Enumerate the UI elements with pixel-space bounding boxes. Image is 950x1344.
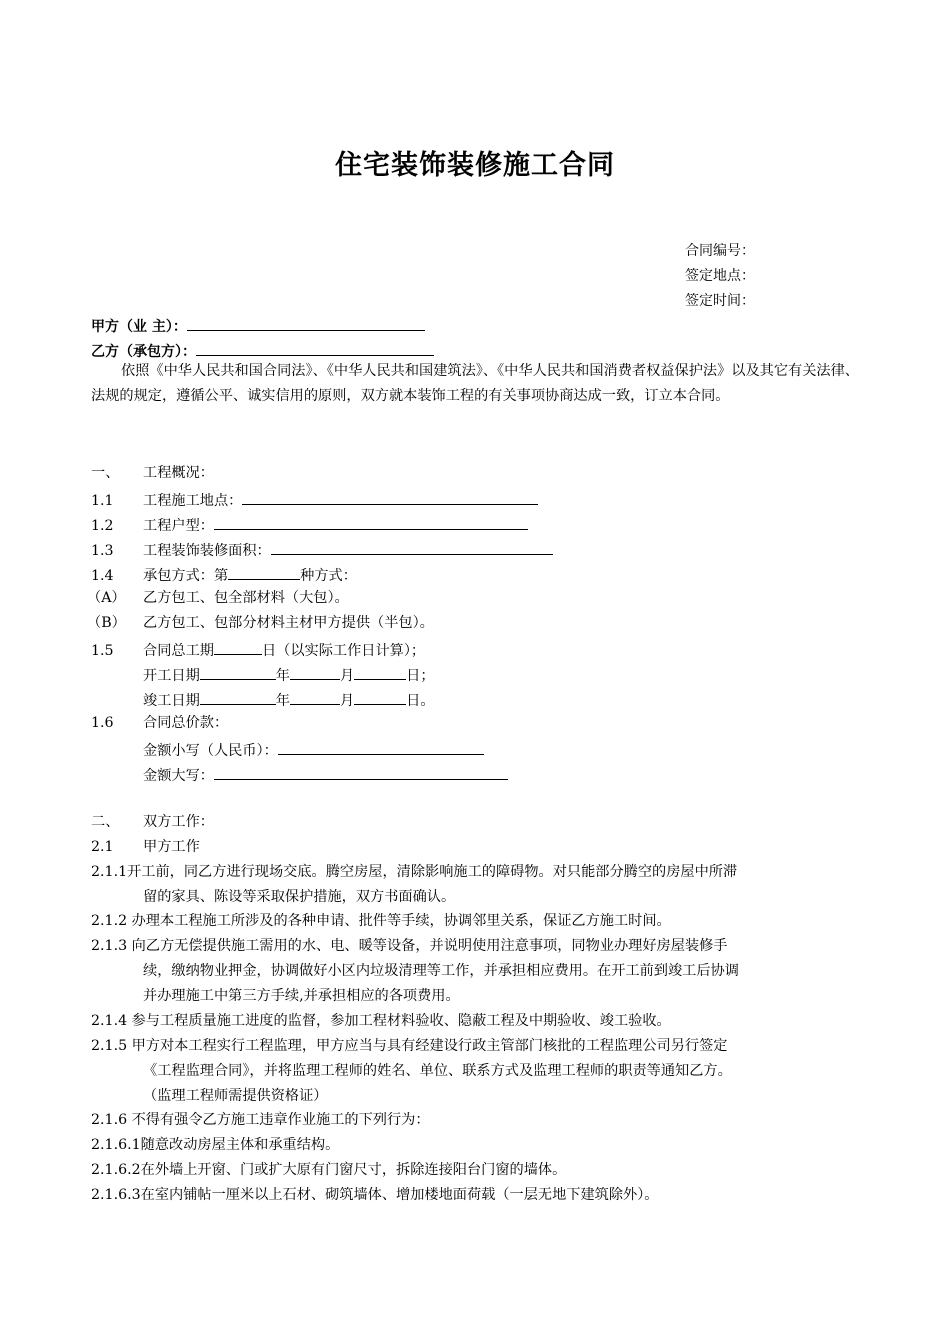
option-number: （A） [87,590,126,606]
amount-big-line [143,763,508,786]
amount-big-label: 金额大写： [143,768,214,784]
party-b-blank [196,339,434,356]
item-1-2 [91,513,528,536]
sign-time-label: 签定时间： [685,293,755,309]
clause-2-1-5-line-3: （监理工程师需提供资格证） [143,1088,328,1104]
blank-line [242,488,538,505]
clause-2-1-3-line-3: 并办理施工中第三方手续,并承担相应的各项费用。 [143,988,460,1004]
clause-2-1-6: 2.1.6 不得有强令乙方施工违章作业施工的下列行为： [91,1112,430,1128]
item-label: 合同总工期 [143,643,214,659]
blank-line [214,763,508,780]
item-label: 甲方工作 [143,839,200,855]
contract-number-label: 合同编号： [685,243,755,259]
item-label: 工程施工地点： [143,493,243,509]
page-title: 住宅装饰装修施工合同 [335,150,615,181]
item-label: 合同总价款： [143,715,229,731]
option-text: 乙方包工、包全部材料（大包）。 [143,590,349,606]
month-blank [290,663,340,680]
month-blank [290,688,340,705]
clause-2-1-1-line-1: 2.1.1开工前，同乙方进行现场交底。腾空房屋，清除影响施工的障碍物。对只能部分腾空的房屋中所滞 [91,864,738,880]
item-number: 1.1 [91,493,114,509]
item-1-5 [91,638,425,661]
month-label: 月 [339,693,355,709]
item-label: 工程户型： [143,518,214,534]
item-label-suffix: 种方式： [300,568,357,584]
item-number: 1.3 [91,543,114,559]
start-date-line [143,663,435,686]
day-label: 日。 [406,693,435,709]
clause-2-1-4: 2.1.4 参与工程质量施工进度的监督，参加工程材料验收、隐蔽工程及中期验收、竣工验收。 [91,1013,671,1029]
end-date-label: 竣工日期 [143,693,200,709]
item-number: 1.2 [91,518,114,534]
day-label: 日； [406,668,435,684]
day-blank [354,663,406,680]
clause-2-1-5-line-2: 《工程监理合同》，并将监理工程师的姓名、单位、联系方式及监理工程师的职责等通知乙方。 [143,1063,732,1079]
year-label: 年 [275,668,290,684]
option-a [87,588,349,608]
clause-2-1-5-line-1: 2.1.5 甲方对本工程实行工程监理，甲方应当与具有经建设行政主管部门核批的工程监理公司另行签定 [91,1038,728,1054]
clause-2-1-6-3: 2.1.6.3在室内铺帖一厘米以上石材、砌筑墙体、增加楼地面荷载（一层无地下建筑除外）。 [91,1187,659,1203]
clause-2-1-6-1: 2.1.6.1随意改动房屋主体和承重结构。 [91,1137,340,1153]
item-label-suffix: 日（以实际工作日计算）； [261,643,426,659]
month-label: 月 [339,668,355,684]
item-1-1 [91,488,538,511]
end-date-line [143,688,435,711]
item-1-4 [91,563,357,586]
section-2-number: 二、 [91,814,120,830]
sign-place-label: 签定地点： [685,268,755,284]
clause-2-1-2: 2.1.2 办理本工程施工所涉及的各种申请、批件等手续，协调邻里关系，保证乙方施工时间。 [91,913,671,929]
option-text: 乙方包工、包部分材料主材甲方提供（半包）。 [143,615,434,631]
party-a-line [91,314,425,337]
section-1-title: 工程概况： [143,465,214,481]
item-1-3 [91,538,553,561]
party-b-label: 乙方（承包方）： [91,344,196,360]
option-number: （B） [87,615,126,631]
clause-2-1-3-line-1: 2.1.3 向乙方无偿提供施工需用的水、电、暖等设备，并说明使用注意事项，同物业办理好房屋装修手 [91,938,728,954]
year-blank [200,663,276,680]
clause-2-1-6-2: 2.1.6.2在外墙上开窗、门或扩大原有门窗尺寸，拆除连接阳台门窗的墙体。 [91,1162,567,1178]
item-label: 工程装饰装修面积： [143,543,271,559]
item-label: 承包方式：第 [143,568,229,584]
item-number: 1.5 [91,643,114,659]
party-a-blank [187,314,425,331]
blank-line [214,638,262,655]
amount-small-label: 金额小写（人民币）： [143,743,278,759]
section-2-heading [91,812,214,832]
item-1-6 [91,713,228,733]
clause-2-1-1-line-2: 留的家具、陈设等采取保护措施，双方书面确认。 [143,889,456,905]
blank-line [214,513,528,530]
blank-line [228,563,300,580]
item-number: 2.1 [91,839,114,855]
section-1-number: 一、 [91,465,120,481]
start-date-label: 开工日期 [143,668,200,684]
item-number: 1.6 [91,715,114,731]
item-number: 1.4 [91,568,114,584]
intro-paragraph: 依照《中华人民共和国合同法》、《中华人民共和国建筑法》、《中华人民共和国消费者权益保护法》以及其它有关法律、法规的规定，遵循公平、诚实信用的原则，双方就本装饰工程的有关事项协商达成一致，订立本合同。 [91,363,859,404]
option-b [87,613,434,633]
year-label: 年 [275,693,290,709]
section-1-heading [91,463,214,483]
amount-small-line [143,738,484,761]
day-blank [354,688,406,705]
party-a-label: 甲方（业 主）： [91,319,187,335]
year-blank [200,688,276,705]
blank-line [278,738,484,755]
item-2-1 [91,837,200,857]
clause-2-1-3-line-2: 续，缴纳物业押金，协调做好小区内垃圾清理等工作，并承担相应费用。在开工前到竣工后协调 [143,963,739,979]
section-2-title: 双方工作： [143,814,214,830]
blank-line [271,538,553,555]
